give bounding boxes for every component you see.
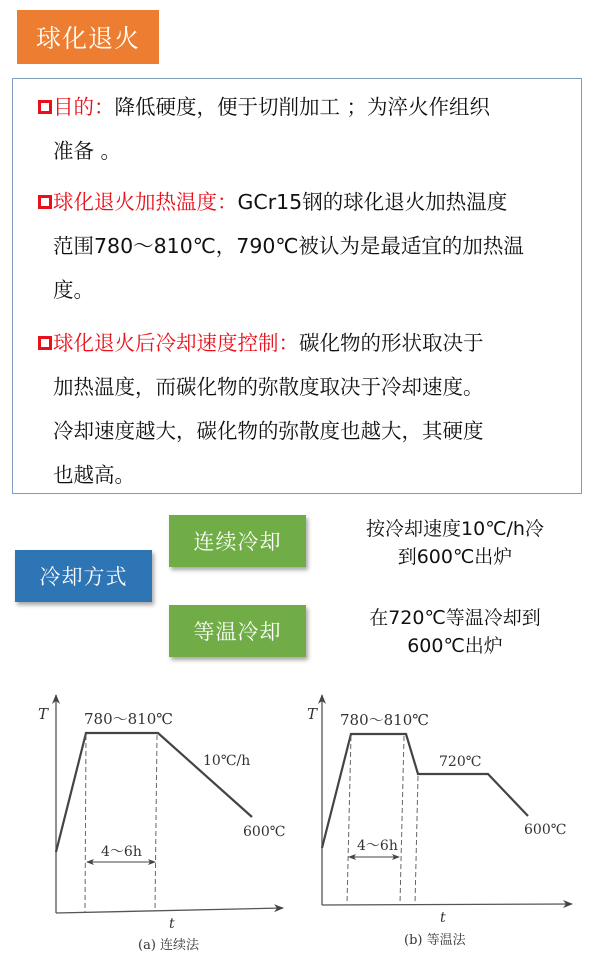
hold-temp-label: 780～810℃ (84, 710, 174, 728)
rate-label: 10℃/h (203, 753, 251, 769)
end-temp-label: 600℃ (243, 824, 286, 840)
bullet-label: 球化退火加热温度： (53, 190, 238, 214)
bullet-text: 加热温度，而碳化物的弥散度取决于冷却速度。 (53, 375, 484, 399)
bullet-text: GCr15钢的球化退火加热温度 (237, 190, 508, 214)
continuous-cooling-desc (330, 515, 580, 571)
y-axis-label: T (307, 705, 318, 723)
square-bullet-icon (38, 195, 52, 209)
bullet-text: 度。 (53, 278, 94, 302)
diagram-continuous (38, 695, 285, 953)
continuous-cooling-box: 连续冷却 (169, 515, 306, 567)
bullet-text: 范围780～810℃，790℃被认为是最适宜的加热温 (53, 234, 524, 258)
page-title: 球化退火 (17, 10, 159, 64)
diagram-caption: (a) 连续法 (138, 938, 200, 953)
x-axis-label: t (440, 910, 446, 926)
bullet-cooling-control (53, 321, 583, 497)
content-box (12, 78, 582, 494)
bullet-purpose (53, 85, 583, 173)
bullet-heating-temp (53, 180, 583, 312)
bullet-text: 碳化物的形状取决于 (299, 331, 484, 355)
square-bullet-icon (38, 100, 52, 114)
bullet-label: 球化退火后冷却速度控制： (53, 331, 299, 355)
desc-line: 按冷却速度10℃/h冷 (366, 518, 544, 540)
hold-temp-label: 780～810℃ (340, 711, 430, 729)
end-temp-label: 600℃ (524, 822, 567, 838)
bullet-text: 准备 。 (53, 139, 122, 163)
hold-time-label: 4～6h (101, 844, 142, 860)
bullet-text: 冷却速度越大，碳化物的弥散度也越大，其硬度 (53, 419, 484, 443)
isothermal-cooling-desc (330, 604, 580, 660)
cooling-method-box: 冷却方式 (15, 550, 152, 602)
y-axis-label: T (38, 705, 49, 723)
desc-line: 600℃出炉 (407, 635, 503, 657)
hold-time-label: 4～6h (357, 838, 398, 854)
diagram-caption: (b) 等温法 (404, 933, 466, 948)
square-bullet-icon (38, 336, 52, 350)
iso-temp-label: 720℃ (439, 754, 482, 770)
desc-line: 在720℃等温冷却到 (369, 607, 541, 629)
diagram-isothermal (307, 695, 572, 948)
bullet-text: 降低硬度，便于切削加工 ；为淬火作组织 (114, 95, 491, 119)
bullet-text: 也越高。 (53, 463, 135, 487)
annealing-diagrams (0, 670, 600, 960)
bullet-label: 目的： (53, 95, 115, 119)
isothermal-cooling-box: 等温冷却 (169, 605, 306, 657)
x-axis-label: t (169, 916, 175, 932)
desc-line: 到600℃出炉 (397, 546, 513, 568)
